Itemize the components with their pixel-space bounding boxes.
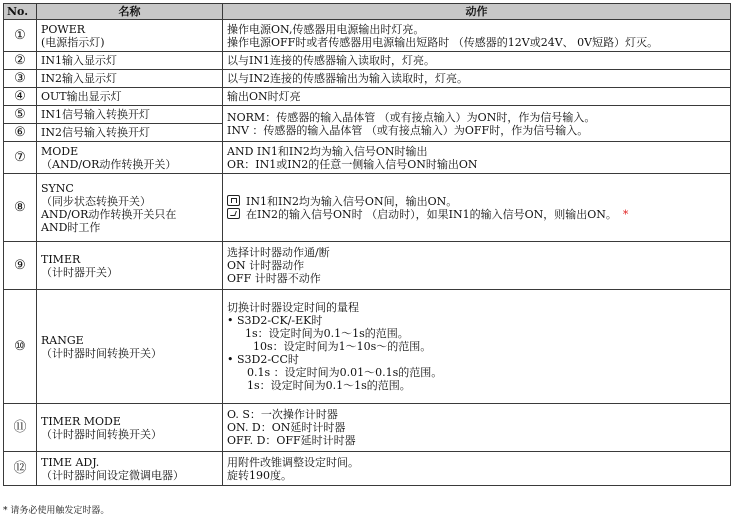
row-name: IN2信号输入转换开灯 (37, 124, 223, 142)
row-name (37, 142, 223, 174)
row-action (223, 452, 731, 486)
row-action: 以与IN1连接的传感器输入读取时，灯亮。 (223, 52, 731, 70)
action-text: 在IN2的输入信号ON时 （启动时），如果IN1的输入信号ON，则输出ON。 (246, 207, 617, 221)
row-action (223, 242, 731, 290)
action-line (227, 195, 726, 208)
row-name: IN1信号输入转换开灯 (37, 106, 223, 124)
edge-waveform-icon (227, 208, 240, 219)
header-no: No. (4, 4, 37, 20)
row-action: 以与IN2连接的传感器输出为输入读取时，灯亮。 (223, 70, 731, 88)
table-row (4, 242, 731, 290)
name-line: （同步状态转换开关） (41, 194, 151, 208)
name-line: SYNC (41, 181, 74, 195)
action-line: 1s：设定时间为0.1～1s的范围。 (247, 379, 411, 392)
name-line: （计时器时间设定微调电器） (41, 468, 184, 482)
row-number: ④ (4, 88, 37, 106)
note-marker: * (622, 207, 629, 221)
function-table (3, 3, 731, 486)
row-number: ⑥ (4, 124, 37, 142)
action-line: ON. D：ON延时计时器 (227, 421, 346, 434)
row-number: ② (4, 52, 37, 70)
action-line: 操作电源ON,传感器用电源输出时灯亮。 (227, 22, 425, 36)
row-name (37, 20, 223, 52)
table-row (4, 142, 731, 174)
row-action (223, 290, 731, 404)
row-name (37, 174, 223, 242)
row-name (37, 290, 223, 404)
action-line: • S3D2-CC时 (227, 353, 299, 366)
row-number: ③ (4, 70, 37, 88)
name-line: (电源指示灯) (41, 35, 105, 49)
action-line: 0.1s ：设定时间为0.01～0.1s的范围。 (247, 366, 443, 379)
table-row (4, 290, 731, 404)
action-line: OFF 计时器不动作 (227, 272, 321, 285)
row-name: IN2输入显示灯 (37, 70, 223, 88)
row-action-merged (223, 106, 731, 142)
action-line: O. S：一次操作计时器 (227, 408, 338, 421)
action-line: INV ：传感器的输入晶体管 （或有接点输入）为OFF时，作为信号输入。 (227, 123, 589, 137)
name-line: TIME ADJ. (41, 455, 100, 469)
row-number: ① (4, 20, 37, 52)
row-name (37, 404, 223, 452)
action-line: AND IN1和IN2均为输入信号ON时输出 (227, 144, 428, 158)
name-line: TIMER MODE (41, 414, 121, 428)
table-header-row (4, 4, 731, 20)
action-line: NORM：传感器的输入晶体管 （或有接点输入）为ON时，作为信号输入。 (227, 110, 596, 124)
name-line: （计时器时间转换开关） (41, 427, 162, 441)
action-line: 旋转190度。 (227, 468, 292, 482)
action-line: ON 计时器动作 (227, 259, 305, 272)
pulse-waveform-icon (227, 195, 240, 206)
action-line: OR：IN1或IN2的任意一侧输入信号ON时输出ON (227, 157, 478, 171)
table-row (4, 452, 731, 486)
row-number: ⑦ (4, 142, 37, 174)
spec-table-container (3, 3, 730, 486)
table-row (4, 20, 731, 52)
row-number: ⑫ (4, 452, 37, 486)
row-action (223, 142, 731, 174)
row-action (223, 20, 731, 52)
table-row (4, 404, 731, 452)
name-line: TIMER (41, 252, 81, 266)
row-action (223, 174, 731, 242)
table-row (4, 106, 731, 124)
row-name (37, 452, 223, 486)
name-line: AND/OR动作转换开关只在 (41, 207, 177, 221)
name-line: AND时工作 (41, 220, 101, 234)
row-name (37, 242, 223, 290)
row-number: ⑩ (4, 290, 37, 404)
header-name: 名称 (37, 4, 223, 20)
name-line: MODE (41, 144, 79, 158)
row-action (223, 404, 731, 452)
row-name: IN1输入显示灯 (37, 52, 223, 70)
row-number: ⑧ (4, 174, 37, 242)
action-line: 1s：设定时间为0.1～1s的范围。 (245, 327, 409, 340)
table-row (4, 70, 731, 88)
name-line: RANGE (41, 333, 84, 347)
name-line: （计时器开关） (41, 265, 118, 279)
action-line: 10s：设定时间为1～10s～的范围。 (253, 340, 432, 353)
name-line: （计时器时间转换开关） (41, 346, 162, 360)
name-line: POWER (41, 22, 86, 36)
action-line: 操作电源OFF时或者传感器用电源输出短路时 （传感器的12V或24V、 0V短路）灯灭。 (227, 35, 659, 49)
row-action: 输出ON时灯亮 (223, 88, 731, 106)
row-name: OUT输出显示灯 (37, 88, 223, 106)
action-text: IN1和IN2均为输入信号ON间，输出ON。 (246, 194, 458, 208)
footnote: * 请务必使用触发定时器。 (3, 506, 110, 516)
table-row (4, 52, 731, 70)
row-number: ⑨ (4, 242, 37, 290)
action-line: • S3D2-CK/-EK时 (227, 314, 323, 327)
action-line (227, 208, 726, 221)
table-row (4, 88, 731, 106)
action-line: 选择计时器动作通/断 (227, 246, 330, 259)
row-number: ⑪ (4, 404, 37, 452)
table-row (4, 174, 731, 242)
action-line: OFF. D：OFF延时计时器 (227, 434, 356, 447)
name-line: （AND/OR动作转换开关） (41, 157, 177, 171)
row-number: ⑤ (4, 106, 37, 124)
action-line: 用附件改锥调整设定时间。 (227, 455, 359, 469)
action-line: 切换计时器设定时间的量程 (227, 301, 359, 314)
header-action: 动作 (223, 4, 731, 20)
